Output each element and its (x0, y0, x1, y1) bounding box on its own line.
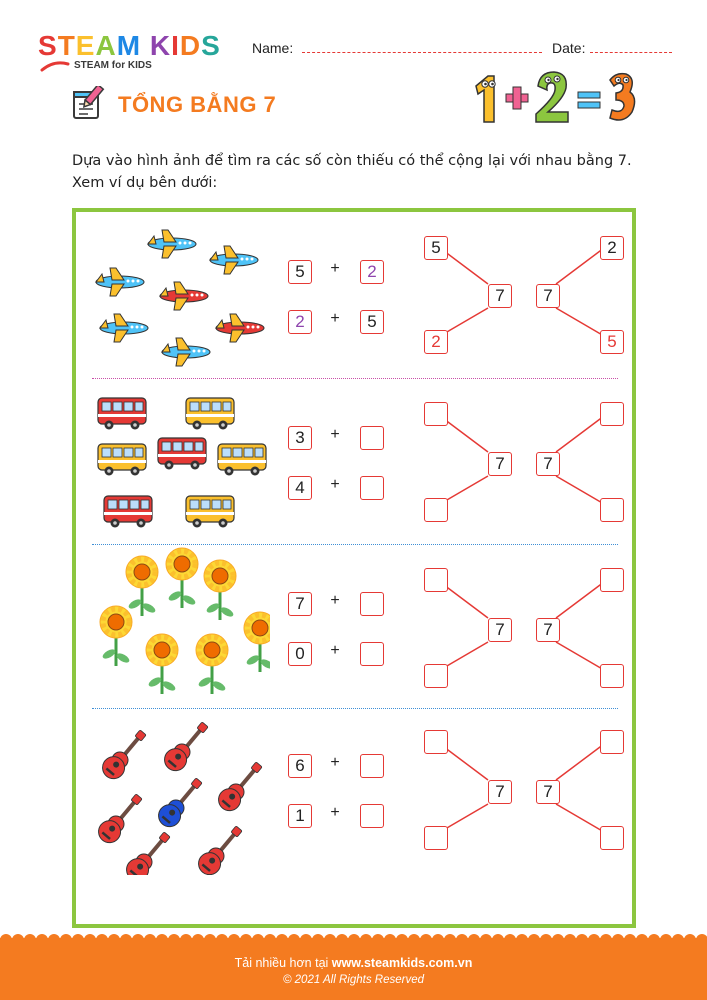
exercise-row-guitars (76, 710, 632, 875)
bond-part-box[interactable]: 5 (600, 330, 624, 354)
plus-sign: + (330, 804, 340, 821)
logo-letter: A (95, 30, 117, 61)
bond-total-box: 7 (536, 452, 560, 476)
footer-download-text (0, 956, 707, 970)
instructions (72, 150, 652, 194)
logo-title (38, 30, 221, 62)
plus-sign: + (330, 426, 340, 443)
footer-scallop-decoration (0, 928, 707, 940)
addend-box: 6 (288, 754, 312, 778)
logo-letter: S (201, 30, 221, 61)
number-bond-diagram (416, 380, 632, 545)
bond-part-box[interactable] (424, 568, 448, 592)
bond-part-box[interactable] (424, 498, 448, 522)
logo-letter: D (179, 30, 202, 61)
addend-box: 5 (288, 260, 312, 284)
bus-icon (90, 380, 270, 545)
bond-part-box[interactable]: 2 (424, 330, 448, 354)
plus-sign: + (330, 310, 340, 327)
addend-box: 1 (288, 804, 312, 828)
pencil-paper-icon (70, 86, 106, 122)
sunflower-icon (90, 546, 270, 711)
logo-letter: I (171, 30, 180, 61)
bond-total-box: 7 (536, 780, 560, 804)
bond-part-box[interactable] (600, 568, 624, 592)
footer-prefix: Tải nhiều hơn tại (234, 956, 329, 970)
addend-box: 5 (360, 310, 384, 334)
addend-box: 3 (288, 426, 312, 450)
plus-sign: + (330, 642, 340, 659)
bond-part-box[interactable] (600, 730, 624, 754)
bond-part-box[interactable] (424, 826, 448, 850)
plus-sign: + (330, 476, 340, 493)
bond-total-box: 7 (488, 452, 512, 476)
bond-total-box: 7 (488, 284, 512, 308)
addend-box: 7 (288, 592, 312, 616)
row-divider (92, 378, 618, 379)
bond-part-box[interactable] (600, 402, 624, 426)
bond-total-box: 7 (536, 284, 560, 308)
bond-part-box[interactable] (424, 664, 448, 688)
logo-letter: M (116, 30, 142, 61)
logo-swoosh-icon (40, 60, 70, 72)
answer-box[interactable]: 2 (360, 260, 384, 284)
logo-letter: S (38, 30, 58, 61)
answer-box[interactable] (360, 592, 384, 616)
page-title: TỔNG BẰNG 7 (118, 92, 277, 117)
guitar-icon (90, 710, 270, 875)
instructions-line-1: Dựa vào hình ảnh để tìm ra các số còn thiếu có thể cộng lại với nhau bằng 7. (72, 153, 632, 169)
answer-box[interactable] (360, 426, 384, 450)
answer-box[interactable] (360, 642, 384, 666)
instructions-line-2: Xem ví dụ bên dưới: (72, 175, 218, 191)
bond-part-box[interactable] (424, 402, 448, 426)
steam-kids-logo (38, 30, 238, 78)
bond-part-box[interactable] (424, 730, 448, 754)
date-label: Date: (552, 40, 586, 56)
bond-total-box: 7 (488, 618, 512, 642)
numbers-characters-icon (468, 66, 638, 128)
addend-box: 4 (288, 476, 312, 500)
footer-copyright: © 2021 All Rights Reserved (282, 974, 424, 986)
bond-part-box[interactable] (600, 826, 624, 850)
bond-total-box: 7 (488, 780, 512, 804)
answer-box[interactable] (360, 804, 384, 828)
plus-sign: + (330, 260, 340, 277)
exercise-row-buses (76, 380, 632, 545)
plus-sign: + (330, 592, 340, 609)
answer-box[interactable] (360, 476, 384, 500)
exercise-row-airplanes (76, 212, 632, 377)
airplane-icon (90, 212, 270, 377)
bond-part-box[interactable] (600, 664, 624, 688)
name-label: Name: (252, 40, 294, 56)
bond-part-box[interactable]: 5 (424, 236, 448, 260)
addend-box: 0 (288, 642, 312, 666)
logo-letter: T (57, 30, 76, 61)
logo-letter: K (149, 30, 172, 61)
logo-letter (141, 30, 150, 62)
footer (0, 938, 707, 1000)
bond-total-box: 7 (536, 618, 560, 642)
footer-website-link[interactable]: www.steamkids.com.vn (331, 956, 473, 970)
name-field[interactable] (302, 52, 542, 53)
answer-box[interactable] (360, 754, 384, 778)
number-bond-diagram (416, 212, 632, 377)
answer-box[interactable]: 2 (288, 310, 312, 334)
number-bond-diagram (416, 546, 632, 711)
bond-part-box[interactable] (600, 498, 624, 522)
logo-letter: E (75, 30, 96, 61)
row-divider (92, 544, 618, 545)
date-field[interactable] (590, 52, 672, 53)
exercise-row-sunflowers (76, 546, 632, 711)
bond-part-box[interactable]: 2 (600, 236, 624, 260)
logo-subtitle: STEAM for KIDS (74, 60, 152, 71)
row-divider (92, 708, 618, 709)
exercise-frame (72, 208, 636, 928)
plus-sign: + (330, 754, 340, 771)
number-bond-diagram (416, 710, 632, 875)
